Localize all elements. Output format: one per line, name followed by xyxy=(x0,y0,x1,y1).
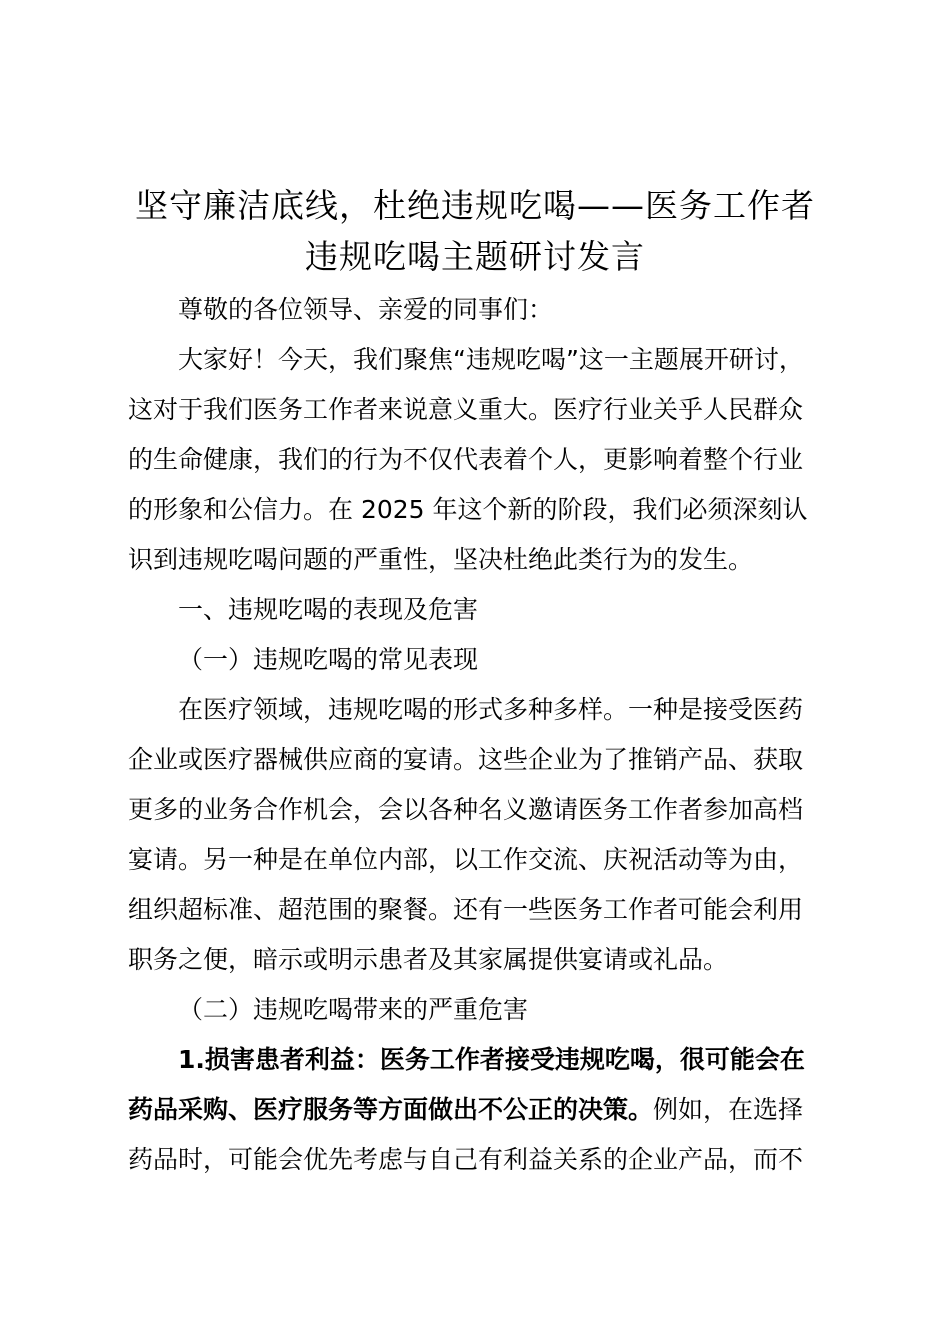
paragraph-line: 企业或医疗器械供应商的宴请。这些企业为了推销产品、获取 xyxy=(128,745,804,774)
point-bold-text: 药品采购、医疗服务等方面做出不公正的决策。 xyxy=(128,1095,654,1124)
salutation: 尊敬的各位领导、亲爱的同事们： xyxy=(178,295,554,324)
document-title-line-2: 违规吃喝主题研讨发言 xyxy=(305,237,645,276)
subsection-heading: （二）违规吃喝带来的严重危害 xyxy=(178,995,529,1024)
paragraph-line: 药品时，可能会优先考虑与自己有利益关系的企业产品，而不 xyxy=(128,1145,804,1174)
point-bold-line: 1.损害患者利益：医务工作者接受违规吃喝，很可能会在 xyxy=(178,1045,805,1074)
paragraph-line: 宴请。另一种是在单位内部，以工作交流、庆祝活动等为由， xyxy=(128,845,804,874)
paragraph-line: 大家好！今天，我们聚焦“违规吃喝”这一主题展开研讨， xyxy=(178,345,804,374)
paragraph-line: 这对于我们医务工作者来说意义重大。医疗行业关乎人民群众 xyxy=(128,395,804,424)
section-heading: 一、违规吃喝的表现及危害 xyxy=(178,595,479,624)
document-body xyxy=(128,285,838,1185)
paragraph-line-mixed xyxy=(128,1085,838,1135)
paragraph-line: 组织超标准、超范围的聚餐。还有一些医务工作者可能会利用 xyxy=(128,895,804,924)
paragraph-line: 的形象和公信力。在 2025 年这个新的阶段，我们必须深刻认 xyxy=(128,495,808,524)
point-normal-text: 例如，在选择 xyxy=(653,1095,804,1124)
paragraph-line: 的生命健康，我们的行为不仅代表着个人，更影响着整个行业 xyxy=(128,445,804,474)
paragraph-line: 更多的业务合作机会，会以各种名义邀请医务工作者参加高档 xyxy=(128,795,804,824)
subsection-heading: （一）违规吃喝的常见表现 xyxy=(178,645,479,674)
paragraph-line: 职务之便，暗示或明示患者及其家属提供宴请或礼品。 xyxy=(128,945,729,974)
paragraph-line: 识到违规吃喝问题的严重性，坚决杜绝此类行为的发生。 xyxy=(128,545,754,574)
document-title-line-1: 坚守廉洁底线，杜绝违规吃喝——医务工作者 xyxy=(135,186,815,225)
paragraph-line: 在医疗领域，违规吃喝的形式多种多样。一种是接受医药 xyxy=(178,695,804,724)
